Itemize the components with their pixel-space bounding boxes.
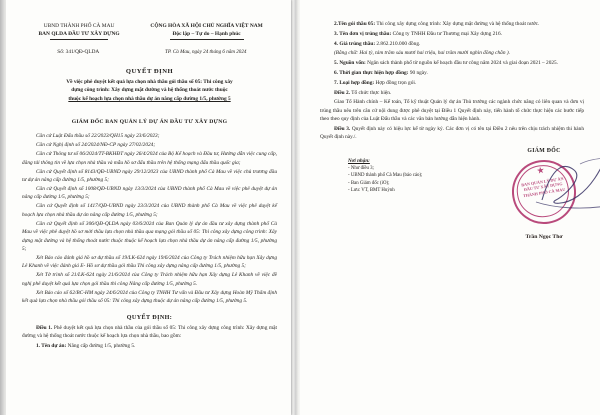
document-number: Số: 341/QĐ-QLDA (57, 49, 100, 55)
article-2-label: Điều 2. (334, 89, 350, 96)
legal-basis-item: Căn cứ Quyết định số 1008/QĐ-UBND ngày 13/3/2024 của UBND thành phố Cà Mau về việc phê duyệt dự án nâng cấp đường 1/5, phường 5; (22, 186, 277, 201)
recipient-item: - Ban Giám đốc (iO); (348, 180, 390, 186)
article-1-item-6 (320, 69, 584, 77)
article-3-body: Quyết định này có hiệu lực kể từ ngày ký. Các đơn vị có tên tại Điều 2 nêu trên chịu trách nhiệm thi hành Quyết định này./. (320, 125, 584, 141)
article-2-heading (320, 89, 584, 97)
item-4-label: 4. Giá trúng thầu: (334, 40, 376, 47)
page-gutter (291, 0, 300, 415)
article-1-item-7 (320, 79, 584, 87)
article-2-body: Giao Tổ Hành chính – Kế toán, Tổ kỹ thuật Quản lý dự án Thủ trưởng các ngành chức năng có liên quan và đơn vị trúng thầu nêu trên căn cứ nội dung được phê duyệt tại Điều 1 Quyết định này, tiến hành tổ chức thực hiện các bước tiếp theo theo quy định của Luật Đấu thầu và các văn bản hướng dẫn hiện hành. (320, 99, 584, 123)
recipient-item: - UBND thành phố Cà Mau (báo cáo); (348, 173, 423, 179)
signature-block (480, 147, 600, 240)
legal-basis-item: Căn cứ Luật Đấu thầu số 22/2023/QH15 ngày 23/6/2023; (36, 133, 160, 140)
item-3-label: 3. Tên đơn vị trúng thầu: (334, 30, 392, 37)
org-line-2: BAN QLDA ĐẦU TƯ XÂY DỰNG (38, 31, 120, 37)
item-7-value: Hợp đồng trọn gói. (374, 79, 417, 86)
org-underline (50, 39, 108, 40)
seal-text: BAN QUẢN LÝ DỰ ÁN ĐẦU TƯ XÂY DỰNG THÀNH PHỐ CÀ MAU (520, 175, 566, 198)
issuing-authority-title: GIÁM ĐỐC BAN QUẢN LÝ DỰ ÁN ĐẦU TƯ XÂY DỰNG (71, 119, 228, 126)
national-heading (136, 22, 277, 40)
official-seal-stamp (507, 155, 580, 228)
item-6-value: 90 ngày. (408, 69, 428, 76)
article-1-item-5 (320, 59, 584, 67)
article-1-label: Điều 1. (36, 324, 53, 331)
item-5-value: Ngân sách thành phố từ nguồn kế hoạch đầu tư công năm 2024 và giai đoạn 2021 – 2025. (365, 60, 559, 67)
article-3 (320, 125, 584, 142)
recipients-list (348, 158, 468, 195)
legal-basis-item: Xét Tờ trình số 21/LK-624 ngày 21/6/2024 của Công ty Trách nhiệm hữu hạn Xây dựng Lê Khanh về việc đề nghị phê duyệt kết quả lựa chọn gói thầu thi công Nâng cấp đường 1/5, phường 5. (22, 272, 277, 287)
legal-basis-item: Căn cứ Quyết định số 1417/QĐ-UBND ngày 23/3/2024 của UBND thành phố Cà Mau về việc phê duyệt kế hoạch lựa chọn nhà thầu dự án nâng cấp đường 1/5, phường 5; (22, 203, 277, 218)
amount-in-words: (Bằng chữ: Hai tỷ, tám trăm sáu mươi hai triệu, hai trăm mười nghìn đồng chẵn ). (334, 50, 510, 57)
document-subject (22, 78, 277, 103)
legal-basis-item: Căn cứ Quyết định số 306/QĐ-QLDA ngày 03/6/2024 của Ban Quản lý dự án đầu tư xây dựng thành phố Cà Mau về việc phê duyệt hồ sơ mời thầu lựa chọn nhà thầu qua mạng gói thầu số 05: Thi công xây dựng công trình: Xây dựng mặt đường và hệ thống thoát nước thuộc thuộc kế hoạch lựa chọn nhà thầu dự án nâng cấp đường 1/5, phường 5; (22, 220, 277, 253)
article-1-item-3 (320, 30, 584, 38)
recipients-title: Nơi nhận: (348, 157, 370, 164)
legal-bases-list (22, 132, 277, 305)
recipient-item: - Như điều 3; (348, 165, 374, 171)
item-7-label: 7. Loại hợp đồng: (334, 79, 375, 86)
signature-area (320, 147, 584, 274)
subject-line-2: dựng công trình: Xây dựng mặt đường và hệ thống thoát nước thuộc (71, 87, 228, 94)
subject-line-3: thuộc kế hoạch lựa chọn nhà thầu dự án nâng cấp đường 1/5, phường 5 (68, 95, 231, 102)
document-title: QUYẾT ĐỊNH (125, 68, 174, 75)
item-2-label: 2.Tên gói thầu 05: (334, 21, 376, 27)
document-page-2 (300, 0, 600, 415)
org-line-1: UBND THÀNH PHỐ CÀ MAU (43, 23, 115, 29)
doc-number-date-row (22, 49, 277, 55)
legal-basis-item: Xét Báo cáo số 62/BC-HM ngày 24/6/2024 của Công ty TNHH Tư vấn và Đầu tư Xây dựng Hoàn Mỹ Thẩm định kết quả lựa chọn nhà thầu gói thầu số 05: Thi công xây dựng thuộc dự án nâng cấp đường 1/5, phường 5. (22, 289, 277, 305)
article-1-items-continued (320, 20, 584, 142)
article-1-lead (22, 324, 277, 341)
place-and-date: TP. Cà Mau, ngày 24 tháng 6 năm 2024 (165, 49, 247, 55)
article-1-item-4 (320, 40, 584, 48)
article-1-item-1 (22, 342, 277, 350)
legal-basis-item: Căn cứ Thông tư số 06/2024/TT-BKHĐT ngày 26/4/2024 của Bộ Kế hoạch và Đầu tư, Hướng dẫn việc cung cấp, đăng tải thông tin về lựa chọn nhà thầu và mẫu hồ sơ đấu thầu trên hệ thống mạng đấu thầu quốc gia; (22, 151, 277, 166)
item-4-value: 2.862.210.000 đồng. (375, 40, 421, 47)
nation-line-2: Độc lập – Tự do – Hạnh phúc (172, 31, 241, 37)
nation-underline (170, 39, 244, 40)
item-1-label: 1. Tên dự án: (36, 342, 67, 349)
item-3-value: Công ty TNHH Đầu tư Thương mại Xây dựng 216. (391, 30, 502, 37)
decision-heading: QUYẾT ĐỊNH: (126, 314, 173, 321)
signatory-title: GIÁM ĐỐC (527, 147, 561, 154)
article-2-title: Tổ chức thực hiện. (349, 89, 392, 96)
article-1-item-2 (320, 20, 584, 28)
article-1-text: Phê duyệt kết quả lựa chọn nhà thầu của gói thầu số 05: Thi công xây dựng công trình: Xây dựng mặt đường và hệ thống thoát nước thuộc kế hoạch lựa chọn nhà thầu, bao gồm: (22, 324, 277, 340)
document-header (22, 22, 277, 40)
recipient-item: - Lưu: VT, BMT Huỳnh (348, 188, 395, 194)
star-icon: ★ (535, 164, 546, 176)
legal-basis-item: Căn cứ Quyết định số 8143/QĐ-UBND ngày 29/12/2023 của UBND thành phố Cà Mau về việc chủ trương đầu tư dự án nâng cấp đường 1/5, phường 5; (22, 168, 277, 184)
item-2-value: Thi công xây dựng công trình: Xây dựng mặt đường và hệ thống thoát nước. (375, 21, 540, 27)
item-5-label: 5. Nguồn vốn: (334, 60, 366, 67)
legal-basis-item: Xét Báo cáo đánh giá hồ sơ dự thầu số 19/LK-624 ngày 19/6/2024 của Công ty Trách nhiệm hữu hạn Xây dựng Lê Khanh về việc đánh giá E- Hồ sơ dự thầu gói thầu Thi công xây dựng nâng cấp đường 1/5, phường 5; (22, 255, 277, 270)
subject-line-1: Về việc phê duyệt kết quả lựa chọn nhà thầu gói thầu số 05: Thi công xây (66, 79, 233, 85)
article-3-label: Điều 3. (334, 125, 351, 132)
legal-basis-item: Căn cứ Nghị định số 24/2024/NĐ-CP ngày 27/02/2024; (36, 142, 156, 149)
signatory-name: Trần Ngọc Thơ (525, 233, 563, 240)
document-page-1 (6, 0, 291, 415)
nation-line-1: CỘNG HÒA XÃ HỘI CHỦ NGHĨA VIỆT NAM (150, 23, 263, 29)
item-6-label: 6. Thời gian thực hiện hợp đồng: (334, 69, 409, 76)
issuing-organization (22, 22, 136, 40)
item-1-value: Nâng cấp đường 1/5, phường 5. (66, 342, 136, 349)
